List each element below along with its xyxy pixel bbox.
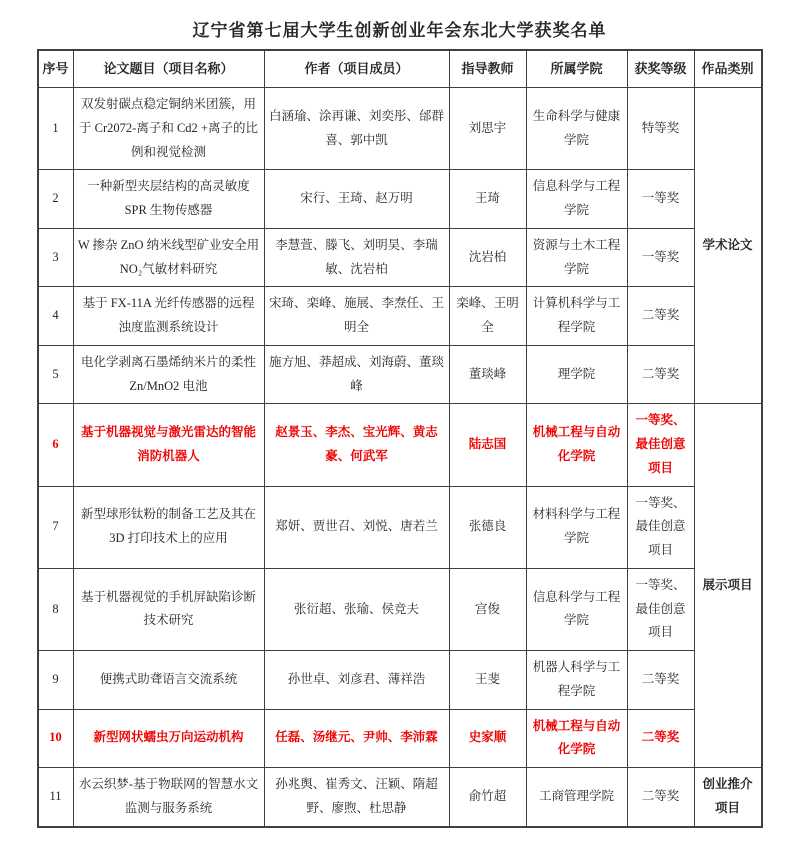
authors: 孙世卓、刘彦君、薄祥浩 [287, 671, 426, 686]
college-cell [526, 228, 627, 287]
row-number: 2 [52, 191, 59, 206]
award-level-cell [627, 287, 694, 346]
column-header: 作者（项目成员） [264, 50, 449, 88]
authors: 宋行、王琦、赵万明 [300, 191, 413, 206]
row-number: 5 [52, 366, 59, 381]
college-cell [526, 709, 627, 768]
row-number: 9 [52, 671, 59, 686]
row-number-cell [38, 345, 74, 404]
advisor: 陆志国 [468, 437, 507, 452]
advisor: 宫俊 [474, 601, 500, 616]
advisor-cell [449, 404, 526, 486]
college: 工商管理学院 [538, 788, 614, 803]
authors: 赵景玉、李杰、宝光辉、黄志豪、何武军 [275, 425, 438, 463]
college-cell [526, 404, 627, 486]
project-title: 电化学剥离石墨烯纳米片的柔性 Zn/MnO2 电池 [80, 354, 256, 393]
project-title: 新型网状蠕虫万向运动机构 [93, 730, 244, 745]
advisor-cell [449, 651, 526, 710]
college: 机械工程与自动化学院 [532, 425, 621, 463]
award-level-cell [627, 709, 694, 768]
project-title-cell [73, 486, 264, 568]
college: 信息科学与工程学院 [532, 589, 621, 628]
authors-cell [264, 709, 449, 768]
row-number: 4 [52, 308, 59, 323]
award-level: 一等奖、最佳创意项目 [635, 495, 686, 558]
college: 资源与土木工程学院 [532, 237, 621, 276]
award-level: 一等奖 [641, 249, 680, 264]
project-title-cell [73, 768, 264, 827]
project-title: 基于机器视觉与激光雷达的智能消防机器人 [80, 425, 256, 463]
college-cell [526, 287, 627, 346]
row-number-cell [38, 486, 74, 568]
project-title: 便携式助聋语言交流系统 [99, 671, 238, 686]
award-level-cell [627, 486, 694, 568]
row-number: 1 [52, 120, 59, 135]
row-number-cell [38, 404, 74, 486]
table-row [38, 228, 762, 287]
project-title-cell [73, 88, 264, 170]
column-header: 作品类别 [694, 50, 762, 88]
table-header [38, 50, 762, 88]
advisor: 张德良 [468, 519, 507, 534]
advisor: 王琦 [474, 191, 500, 206]
category-cell: 创业推介项目 [694, 768, 762, 827]
project-title-cell [73, 287, 264, 346]
award-level: 一等奖、最佳创意项目 [635, 577, 686, 640]
category-cell: 展示项目 [694, 404, 762, 768]
award-level-cell [627, 88, 694, 170]
advisor-cell [449, 170, 526, 229]
column-header: 论文题目（项目名称） [73, 50, 264, 88]
header-row [38, 50, 762, 88]
project-title: 新型球形钛粉的制备工艺及其在 3D 打印技术上的应用 [80, 507, 256, 546]
project-title-cell [73, 651, 264, 710]
advisor-cell [449, 287, 526, 346]
advisor-cell [449, 568, 526, 650]
college-cell [526, 651, 627, 710]
college: 机器人科学与工程学院 [532, 660, 621, 698]
award-level-cell [627, 228, 694, 287]
college-cell [526, 568, 627, 650]
awards-table [37, 49, 763, 828]
column-header: 获奖等级 [627, 50, 694, 88]
column-header: 所属学院 [526, 50, 627, 88]
row-number: 8 [52, 601, 59, 616]
award-level: 二等奖 [641, 308, 680, 323]
row-number-cell [38, 768, 74, 827]
advisor: 史家顺 [468, 730, 507, 745]
table-row [38, 287, 762, 346]
college-cell [526, 345, 627, 404]
award-level: 二等奖 [641, 730, 680, 745]
project-title: 基于 FX-11A 光纤传感器的远程浊度监测系统设计 [82, 296, 255, 335]
authors: 白涵瑜、涂再谦、刘奕彤、邰群喜、郭中凯 [268, 108, 444, 147]
page-title: 辽宁省第七届大学生创新创业年会东北大学获奖名单 [192, 21, 607, 40]
authors: 施方旭、莽超成、刘海蔚、董琰峰 [268, 354, 444, 393]
college-cell [526, 88, 627, 170]
college-cell [526, 170, 627, 229]
authors: 孙兆舆、崔秀文、汪颖、隋超野、廖煦、杜思静 [275, 777, 438, 815]
row-number-cell [38, 88, 74, 170]
award-level: 特等奖 [641, 120, 680, 135]
project-title: W 掺杂 ZnO 纳米线型矿业安全用 NO₂气敏材料研究 [77, 237, 260, 276]
authors-cell [264, 228, 449, 287]
award-level: 一等奖、最佳创意项目 [635, 413, 686, 475]
table-row [38, 88, 762, 170]
authors: 郑妍、贾世召、刘悦、唐若兰 [275, 519, 438, 534]
award-level-cell [627, 768, 694, 827]
advisor-cell [449, 768, 526, 827]
project-title: 水云织梦-基于物联网的智慧水文监测与服务系统 [78, 777, 259, 815]
advisor-cell [449, 345, 526, 404]
award-level-cell [627, 404, 694, 486]
table-body [38, 88, 762, 827]
category-cell: 学术论文 [694, 88, 762, 404]
table-row [38, 651, 762, 710]
advisor: 沈岩柏 [468, 249, 507, 264]
row-number-cell [38, 709, 74, 768]
table-row [38, 568, 762, 650]
table-row [38, 345, 762, 404]
row-number-cell [38, 228, 74, 287]
authors-cell [264, 170, 449, 229]
authors-cell [264, 768, 449, 827]
row-number-cell [38, 170, 74, 229]
college: 生命科学与健康学院 [532, 108, 621, 147]
column-header: 指导教师 [449, 50, 526, 88]
project-title: 基于机器视觉的手机屏缺陷诊断技术研究 [80, 589, 256, 628]
table-row [38, 768, 762, 827]
award-level-cell [627, 651, 694, 710]
row-number: 3 [52, 249, 59, 264]
award-level: 二等奖 [641, 671, 680, 686]
row-number: 6 [52, 437, 59, 452]
college: 机械工程与自动化学院 [532, 718, 621, 757]
authors: 李慧萱、滕飞、刘明昊、李瑞敏、沈岩柏 [275, 237, 438, 276]
row-number-cell [38, 568, 74, 650]
advisor: 刘思宇 [468, 120, 507, 135]
advisor-cell [449, 709, 526, 768]
authors: 任磊、汤继元、尹帅、李沛霖 [275, 730, 438, 745]
project-title-cell [73, 709, 264, 768]
advisor-cell [449, 88, 526, 170]
row-number: 11 [49, 788, 62, 803]
authors-cell [264, 88, 449, 170]
award-level: 二等奖 [641, 366, 680, 381]
college: 信息科学与工程学院 [532, 179, 621, 218]
advisor: 王斐 [474, 671, 500, 686]
authors-cell [264, 287, 449, 346]
award-level-cell [627, 568, 694, 650]
project-title: 双发射碳点稳定铜纳米团簇，用于 Cr2072-离子和 Cd2 +离子的比例和视觉检测 [79, 97, 258, 159]
row-number: 10 [49, 730, 62, 745]
table-row [38, 709, 762, 768]
authors-cell [264, 486, 449, 568]
college-cell [526, 486, 627, 568]
row-number: 7 [52, 519, 59, 534]
authors: 宋琦、栾峰、施展、李焘任、王明全 [268, 296, 444, 335]
column-header: 序号 [38, 50, 74, 88]
advisor-cell [449, 486, 526, 568]
project-title-cell [73, 345, 264, 404]
row-number-cell [38, 287, 74, 346]
authors-cell [264, 345, 449, 404]
advisor: 栾峰、王明全 [456, 296, 519, 335]
table-row [38, 486, 762, 568]
project-title-cell [73, 170, 264, 229]
table-row [38, 404, 762, 486]
college: 理学院 [557, 366, 596, 381]
authors-cell [264, 404, 449, 486]
table-row [38, 170, 762, 229]
college: 材料科学与工程学院 [532, 507, 621, 546]
project-title-cell [73, 228, 264, 287]
advisor: 俞竹超 [468, 788, 507, 803]
award-level-cell [627, 170, 694, 229]
advisor-cell [449, 228, 526, 287]
award-level: 二等奖 [641, 788, 680, 803]
award-level: 一等奖 [641, 191, 680, 206]
advisor: 董琰峰 [468, 366, 507, 381]
authors-cell [264, 651, 449, 710]
award-level-cell [627, 345, 694, 404]
authors-cell [264, 568, 449, 650]
authors: 张衍超、张瑜、侯竞夫 [293, 601, 419, 616]
project-title-cell [73, 568, 264, 650]
project-title-cell [73, 404, 264, 486]
college-cell [526, 768, 627, 827]
row-number-cell [38, 651, 74, 710]
project-title: 一种新型夹层结构的高灵敏度 SPR 生物传感器 [87, 179, 250, 218]
college: 计算机科学与工程学院 [532, 296, 621, 335]
